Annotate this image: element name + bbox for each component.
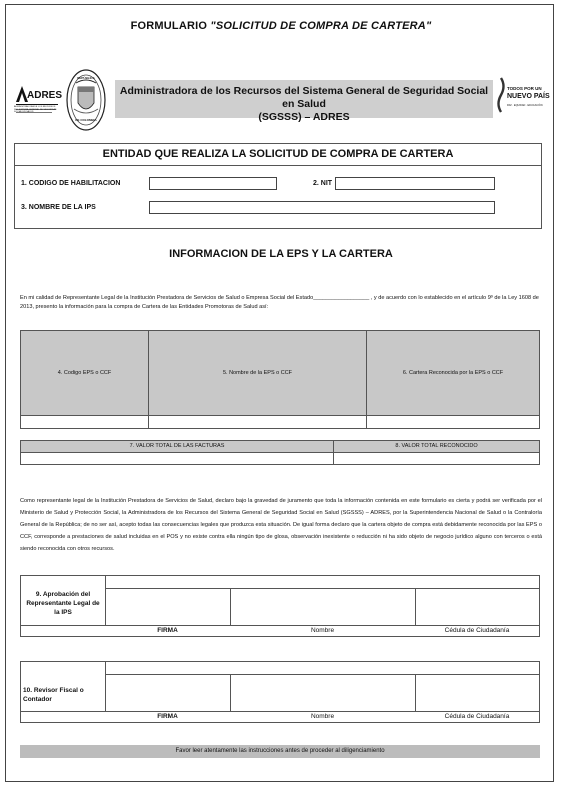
totals-row[interactable] bbox=[20, 452, 540, 465]
eps-code-header: 4. Codigo EPS o CCF bbox=[57, 370, 112, 376]
representative-label: 9. Aprobación del Representante Legal de la IPS bbox=[26, 591, 100, 616]
representative-name-input[interactable] bbox=[231, 589, 415, 625]
section-divider bbox=[15, 165, 541, 166]
representative-signature-block bbox=[20, 575, 540, 637]
adres-logo-subtext: ADMINISTRADORA DE LOS RECURSOS DEL SISTEMA GENERAL DE SEGURIDAD SOCIAL EN SALUD bbox=[14, 106, 57, 114]
banner-line1: Administradora de los Recursos del Sistema General de Seguridad Social en Salud bbox=[119, 85, 489, 110]
eps-name-header: 5. Nombre de la EPS o CCF bbox=[222, 370, 293, 376]
auditor-id-input[interactable] bbox=[416, 675, 539, 711]
eps-table-row[interactable] bbox=[20, 415, 540, 429]
entity-section bbox=[14, 143, 542, 229]
total-facturas-label: 7. VALOR TOTAL DE LAS FACTURAS bbox=[129, 443, 225, 449]
column-divider bbox=[333, 453, 334, 464]
legal-declaration: Como representante legal de la Institución Prestadora de Servicios de Salud, declaro bajo la gravedad de juramento que toda la información contenida en este formulario es cierta y podrá ser verificada por el Ministerio de Salud y Protección Social, la Administradora de los Recursos del Sistema General de Seguridad Social en Salud (SGSSS) – ADRES, por la Superintendencia Nacional de Salud o la Contraloría General de la República; de no ser así, acepto todas las consecuencias legales que produzca esta situación. De igual forma declaro que la cartera objeto de compra está debidamente reconocida por las EPS o CCF, corresponde a prestaciones de salud incluidas en el POS y no existe contra ella ningún tipo de glosa, observación inexistente o reducción ni ha sido objeto de negocio jurídico alguno con terceros o está siendo reconocida con otros recursos. bbox=[20, 498, 542, 552]
habilitacion-input[interactable] bbox=[149, 177, 277, 190]
banner-line2: (SGSSS) – ADRES bbox=[258, 111, 350, 123]
representative-signature-input[interactable] bbox=[106, 589, 230, 625]
auditor-name-input[interactable] bbox=[231, 675, 415, 711]
eps-table-header bbox=[20, 330, 540, 416]
form-title-prefix: FORMULARIO bbox=[130, 20, 208, 32]
nuevo-pais-logo bbox=[496, 76, 550, 120]
nombre-label: Nombre bbox=[310, 627, 335, 634]
header-banner bbox=[115, 80, 493, 123]
auditor-label: 10. Revisor Fiscal o Contador bbox=[23, 687, 84, 703]
row-divider bbox=[21, 625, 539, 626]
firma-label: FIRMA bbox=[157, 713, 178, 720]
seal-top-text: REPÚBLICA bbox=[77, 76, 95, 80]
adres-logo-text: ADRES bbox=[27, 90, 63, 101]
nuevo-pais-icon bbox=[496, 78, 506, 112]
row-divider bbox=[21, 711, 539, 712]
adres-logo bbox=[14, 82, 63, 118]
entity-section-title: ENTIDAD QUE REALIZA LA SOLICITUD DE COMPRA DE CARTERA bbox=[102, 148, 454, 160]
nuevo-pais-line2: NUEVO PAÍS bbox=[507, 93, 550, 100]
instructions-footer: Favor leer atentamente las instrucciones antes de proceder al diligenciamiento bbox=[20, 745, 540, 758]
cedula-label: Cédula de Ciudadanía bbox=[444, 713, 510, 720]
intro-paragraph: En mi calidad de Representante Legal de la Institución Prestadora de Servicios de Salud o Empresa Social del Estado__________________ , y de acuerdo con lo establecido en el artículo 9º de la Ley 1608 de 2013, presento la información para la compra de Cartera de las Entidades Promotoras de Salud así: bbox=[20, 295, 539, 310]
cedula-label: Cédula de Ciudadanía bbox=[444, 627, 510, 634]
nuevo-pais-line3: PAZ · EQUIDAD · EDUCACIÓN bbox=[507, 104, 543, 107]
form-title bbox=[0, 20, 562, 32]
eps-cartera-header: 6. Cartera Reconocida por la EPS o CCF bbox=[402, 370, 504, 376]
firma-label: FIRMA bbox=[157, 627, 178, 634]
column-divider bbox=[148, 416, 149, 428]
auditor-signature-input[interactable] bbox=[106, 675, 230, 711]
auditor-signature-block bbox=[20, 661, 540, 723]
eps-section-title: INFORMACION DE LA EPS Y LA CARTERA bbox=[169, 248, 393, 260]
seal-bottom-text: DE COLOMBIA bbox=[75, 118, 97, 122]
column-divider bbox=[366, 416, 367, 428]
total-reconocido-label: 8. VALOR TOTAL RECONOCIDO bbox=[395, 443, 478, 449]
ips-name-label: 3. NOMBRE DE LA IPS bbox=[21, 204, 96, 211]
nombre-label: Nombre bbox=[310, 713, 335, 720]
habilitacion-label: 1. CODIGO DE HABILITACION bbox=[21, 180, 121, 187]
nit-input[interactable] bbox=[335, 177, 495, 190]
form-title-name: "SOLICITUD DE COMPRA DE CARTERA" bbox=[210, 20, 432, 32]
nuevo-pais-line1: TODOS POR UN bbox=[507, 86, 542, 91]
ips-name-input[interactable] bbox=[149, 201, 495, 214]
nit-label: 2. NIT bbox=[313, 180, 333, 187]
colombia-seal bbox=[66, 69, 106, 131]
representative-id-input[interactable] bbox=[416, 589, 539, 625]
